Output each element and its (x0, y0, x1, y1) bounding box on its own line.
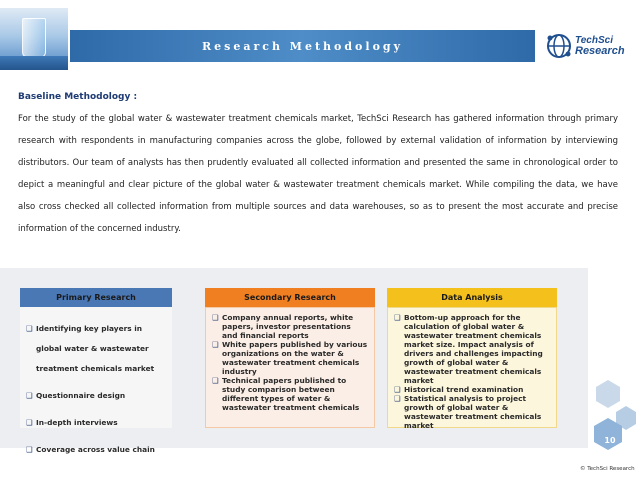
list-item (26, 413, 166, 433)
hexagon-decoration (578, 378, 638, 458)
list-item-text: In-depth interviews (36, 418, 118, 427)
checkbox-bullet-icon: ❑ (26, 324, 33, 333)
checkbox-bullet-icon: ❑ (394, 394, 401, 403)
checkbox-bullet-icon: ❑ (212, 340, 219, 349)
list-item-text: Questionnaire design (36, 391, 126, 400)
primary-research-column (20, 288, 172, 454)
list-item (394, 385, 550, 394)
baseline-paragraph: For the study of the global water & wastewater treatment chemicals market, TechSci Research has gathered information through primary research with respondents in manufacturing companies across the globe, followed by external validation of information by interviewing distributors. Our team of analysts has then prudently evaluated all collected information and presented the same in chronological order to depict a meaningful and clear picture of the global water & wastewater treatment chemicals market. While compiling the data, we have also cross checked all collected information from multiple sources and data warehouses, so as to present the most accurate and precise information of the concerned industry. (18, 114, 618, 234)
checkbox-bullet-icon: ❑ (394, 385, 401, 394)
logo-line1: TechSci (575, 35, 613, 46)
title-bar (70, 30, 535, 62)
checkbox-bullet-icon: ❑ (26, 391, 33, 400)
checkbox-bullet-icon: ❑ (212, 313, 219, 322)
list-item (394, 394, 550, 430)
list-item-text: Coverage across value chain (36, 445, 155, 454)
list-item-text: Historical trend examination (404, 385, 524, 394)
list-item (212, 376, 368, 412)
list-item (394, 313, 550, 385)
list-item-text: Identifying key players in global water & wastewater treatment chemicals market (36, 324, 155, 373)
list-item-text: Statistical analysis to project growth of global water & wastewater treatment chemicals market (404, 394, 542, 430)
slide-title: Research Methodology (202, 39, 403, 53)
methodology-panel (0, 268, 588, 454)
checkbox-bullet-icon: ❑ (26, 418, 33, 427)
secondary-research-list (205, 307, 375, 428)
baseline-heading: Baseline Methodology : (18, 92, 138, 102)
checkbox-bullet-icon: ❑ (394, 313, 401, 322)
list-item (212, 340, 368, 376)
list-item (26, 386, 166, 406)
techsci-logo (545, 30, 638, 62)
water-wave (0, 56, 68, 70)
globe-molecule-icon (545, 32, 573, 60)
primary-research-header: Primary Research (20, 288, 172, 307)
page-number: 10 (604, 436, 616, 445)
list-item-text: Technical papers published to study comparison between different types of water & wastewater treatment chemicals (222, 376, 360, 412)
glass-icon (22, 18, 46, 58)
list-item (212, 313, 368, 340)
list-item-text: Company annual reports, white papers, investor presentations and financial reports (222, 313, 354, 340)
data-analysis-list (387, 307, 557, 428)
checkbox-bullet-icon: ❑ (212, 376, 219, 385)
logo-line2: Research (575, 45, 625, 57)
data-analysis-column (387, 288, 557, 428)
slide-header (0, 0, 638, 70)
list-item (26, 319, 166, 379)
data-analysis-header: Data Analysis (387, 288, 557, 307)
checkbox-bullet-icon: ❑ (26, 445, 33, 454)
secondary-research-column (205, 288, 375, 428)
copyright-text: © TechSci Research (580, 466, 635, 472)
list-item (26, 440, 166, 460)
secondary-research-header: Secondary Research (205, 288, 375, 307)
list-item-text: Bottom-up approach for the calculation of global water & wastewater treatment chemicals market size. Impact analysis of drivers and challenges impacting growth of global water & wastewater treatment chemicals market (404, 313, 543, 385)
primary-research-list (20, 307, 172, 454)
list-item-text: White papers published by various organizations on the water & wastewater treatment chemicals industry (222, 340, 368, 376)
water-glass-photo (0, 8, 68, 70)
